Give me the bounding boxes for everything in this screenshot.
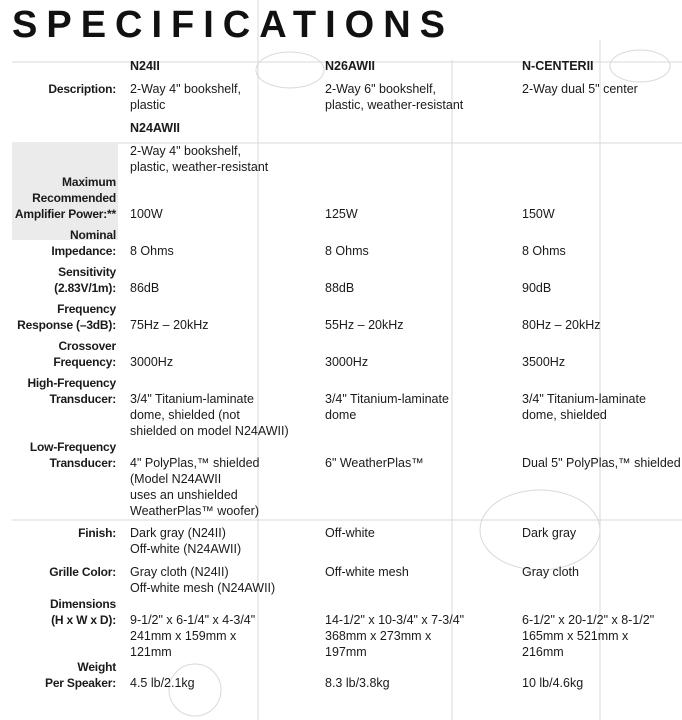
spec-value: 125W <box>325 207 358 221</box>
spec-value: 75Hz – 20kHz <box>130 318 209 332</box>
spec-value: Off-white mesh (N24AWII) <box>130 581 276 595</box>
row-label: Frequency <box>57 302 116 316</box>
spec-value: 88dB <box>325 281 355 295</box>
spec-value: plastic <box>130 98 166 112</box>
row-label: (2.83V/1m): <box>54 281 116 295</box>
spec-value: 2-Way 4" bookshelf, <box>130 144 241 158</box>
spec-value: (Model N24AWII <box>130 472 222 486</box>
spec-value: dome, shielded <box>522 408 607 422</box>
spec-value: 241mm x 159mm x <box>130 629 237 643</box>
spec-value: 14-1/2" x 10-3/4" x 7-3/4" <box>325 613 465 627</box>
spec-value: 8.3 lb/3.8kg <box>325 676 390 690</box>
spec-value: dome <box>325 408 357 422</box>
row-label: Description: <box>48 82 116 96</box>
spec-value: shielded on model N24AWII) <box>130 424 289 438</box>
row-label: Finish: <box>78 526 116 540</box>
row-label: Sensitivity <box>58 265 116 279</box>
spec-value: 121mm <box>130 645 172 659</box>
spec-value: 6" WeatherPlas™ <box>325 456 424 470</box>
spec-value: WeatherPlas™ woofer) <box>130 504 259 518</box>
spec-value: 100W <box>130 207 163 221</box>
spec-value: Dark gray <box>522 526 577 540</box>
spec-value: Off-white <box>325 526 375 540</box>
spec-value: Gray cloth (N24II) <box>130 565 229 579</box>
spec-value: 3/4" Titanium-laminate <box>130 392 254 406</box>
spec-value: 80Hz – 20kHz <box>522 318 601 332</box>
row-label: Weight <box>77 660 116 674</box>
page-title: SPECIFICATIONS <box>12 4 454 46</box>
spec-value: 2-Way 6" bookshelf, <box>325 82 436 96</box>
row-label: Crossover <box>58 339 116 353</box>
spec-value: plastic, weather-resistant <box>325 98 464 112</box>
spec-value: Off-white mesh <box>325 565 409 579</box>
row-label: Maximum <box>62 175 116 189</box>
row-label: Per Speaker: <box>45 676 116 690</box>
row-label: Grille Color: <box>49 565 116 579</box>
spec-value: 3000Hz <box>325 355 369 369</box>
row-label: Nominal <box>70 228 116 242</box>
spec-value: 368mm x 273mm x <box>325 629 432 643</box>
row-label: Transducer: <box>49 392 116 406</box>
spec-value: 3/4" Titanium-laminate <box>522 392 646 406</box>
spec-value: Gray cloth <box>522 565 579 579</box>
spec-value: 86dB <box>130 281 160 295</box>
row-label: Response (–3dB): <box>17 318 116 332</box>
spec-value: 3500Hz <box>522 355 566 369</box>
column-header-n-centerii: N-CENTERII <box>522 59 594 73</box>
spec-value: 4" PolyPlas,™ shielded <box>130 456 260 470</box>
row-label: (H x W x D): <box>51 613 116 627</box>
row-label: Frequency: <box>53 355 116 369</box>
row-label: Transducer: <box>49 456 116 470</box>
row-label: Dimensions <box>49 597 116 611</box>
spec-value: 4.5 lb/2.1kg <box>130 676 195 690</box>
spec-value: 216mm <box>522 645 564 659</box>
spec-value: Off-white (N24AWII) <box>130 542 242 556</box>
spec-value: dome, shielded (not <box>130 408 240 422</box>
spec-value: 8 Ohms <box>325 244 369 258</box>
spec-value: 10 lb/4.6kg <box>522 676 584 690</box>
row-label: Impedance: <box>51 244 116 258</box>
spec-value: Dark gray (N24II) <box>130 526 226 540</box>
spec-value: 3/4" Titanium-laminate <box>325 392 449 406</box>
spec-value: 2-Way 4" bookshelf, <box>130 82 241 96</box>
row-label: Recommended <box>32 191 116 205</box>
spec-value: 2-Way dual 5" center <box>522 82 638 96</box>
spec-value: plastic, weather-resistant <box>130 160 269 174</box>
spec-value: 150W <box>522 207 555 221</box>
column-header-n24ii: N24II <box>130 59 160 73</box>
row-label: Amplifier Power:** <box>14 207 116 221</box>
spec-value: 197mm <box>325 645 367 659</box>
spec-value: 6-1/2" x 20-1/2" x 8-1/2" <box>522 613 655 627</box>
column-header-n26awii: N26AWII <box>325 59 376 73</box>
sub-model-header: N24AWII <box>130 121 181 135</box>
spec-value: 9-1/2" x 6-1/4" x 4-3/4" <box>130 613 256 627</box>
row-label: High-Frequency <box>27 376 116 390</box>
spec-value: 8 Ohms <box>130 244 174 258</box>
spec-value: 90dB <box>522 281 552 295</box>
spec-value: 3000Hz <box>130 355 174 369</box>
spec-value: Dual 5" PolyPlas,™ shielded <box>522 456 681 470</box>
spec-value: uses an unshielded <box>130 488 238 502</box>
row-label: Low-Frequency <box>29 440 116 454</box>
spec-value: 55Hz – 20kHz <box>325 318 404 332</box>
spec-value: 165mm x 521mm x <box>522 629 629 643</box>
spec-value: 8 Ohms <box>522 244 566 258</box>
